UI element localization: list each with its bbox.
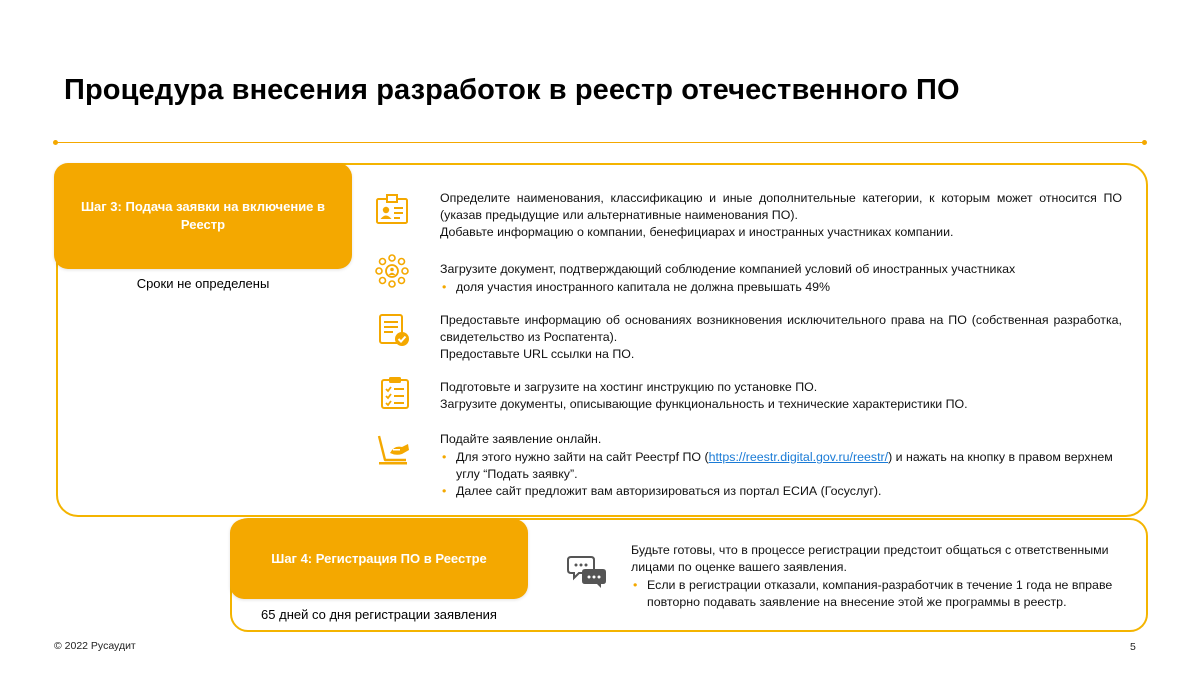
step4-line1: Будьте готовы, что в процессе регистрации предстоит общаться с ответственными лицами по оценке вашего заявления. xyxy=(631,543,1109,574)
item5-bullet2: • Далее сайт предложит вам авторизироваться из портал ЕСИА (Госуслуг). xyxy=(440,483,1122,500)
chat-bubbles-icon xyxy=(567,553,607,589)
item4-line1: Подготовьте и загрузите на хостинг инструкцию по установке ПО. xyxy=(440,380,818,394)
step4-text xyxy=(631,542,1124,611)
step3-item4-text xyxy=(440,379,1122,413)
step4-deadline: 65 дней со дня регистрации заявления xyxy=(261,607,497,622)
step3-item5-text xyxy=(440,431,1122,500)
document-check-icon xyxy=(377,313,411,347)
item2-bullet1: • доля участия иностранного капитала не должна превышать 49% xyxy=(440,279,1122,296)
item1-line1: Определите наименования, классификацию и иные дополнительные категории, к которым может относится ПО (указав предыдущие или альтернативные наименования ПО). xyxy=(440,191,1122,222)
id-card-icon xyxy=(375,193,409,227)
item5-bullet1-after: ) и нажать на кнопку в правом верхнем углу “Подать заявку”. xyxy=(456,450,1113,481)
item1-line2: Добавьте информацию о компании, бенефициарах и иностранных участниках компании. xyxy=(440,225,954,239)
page-number: 5 xyxy=(1130,641,1136,653)
item5-line1: Подайте заявление онлайн. xyxy=(440,432,602,446)
step4-badge: Шаг 4: Регистрация ПО в Реестре xyxy=(230,519,528,599)
laptop-hand-icon xyxy=(376,433,410,467)
step4-bullet1: • Если в регистрации отказали, компания-разработчик в течение 1 года не вправе повторно подавать заявление на внесение этой же программы в реестр. xyxy=(631,577,1124,611)
item5-bullet1-before: Для этого нужно зайти на сайт Реестрf ПО ( xyxy=(456,450,709,464)
step3-badge: Шаг 3: Подача заявки на включение в Реестр xyxy=(54,163,352,269)
item4-line2: Загрузите документы, описывающие функциональность и технические характеристики ПО. xyxy=(440,397,968,411)
item2-line1: Загрузите документ, подтверждающий соблюдение компанией условий об иностранных участниках xyxy=(440,262,1016,276)
step3-item3-text xyxy=(440,312,1122,363)
item3-line2: Предоставьте URL ссылки на ПО. xyxy=(440,347,635,361)
title-divider xyxy=(56,142,1144,143)
item5-bullet1 xyxy=(440,449,1122,483)
reestr-link[interactable]: https://reestr.digital.gov.ru/reestr/ xyxy=(708,450,889,464)
page-title: Процедура внесения разработок в реестр отечественного ПО xyxy=(64,74,960,106)
rule-dot-right xyxy=(1142,140,1147,145)
step3-deadline: Сроки не определены xyxy=(136,276,270,291)
step3-item2-text xyxy=(440,261,1122,296)
network-people-icon xyxy=(375,254,409,288)
item3-line1: Предоставьте информацию об основаниях возникновения исключительного права на ПО (собственная разработка, свидетельство из Роспатента). xyxy=(440,313,1122,344)
copyright: © 2022 Русаудит xyxy=(54,640,136,652)
clipboard-checklist-icon xyxy=(378,376,412,410)
step3-item1-text xyxy=(440,190,1122,241)
